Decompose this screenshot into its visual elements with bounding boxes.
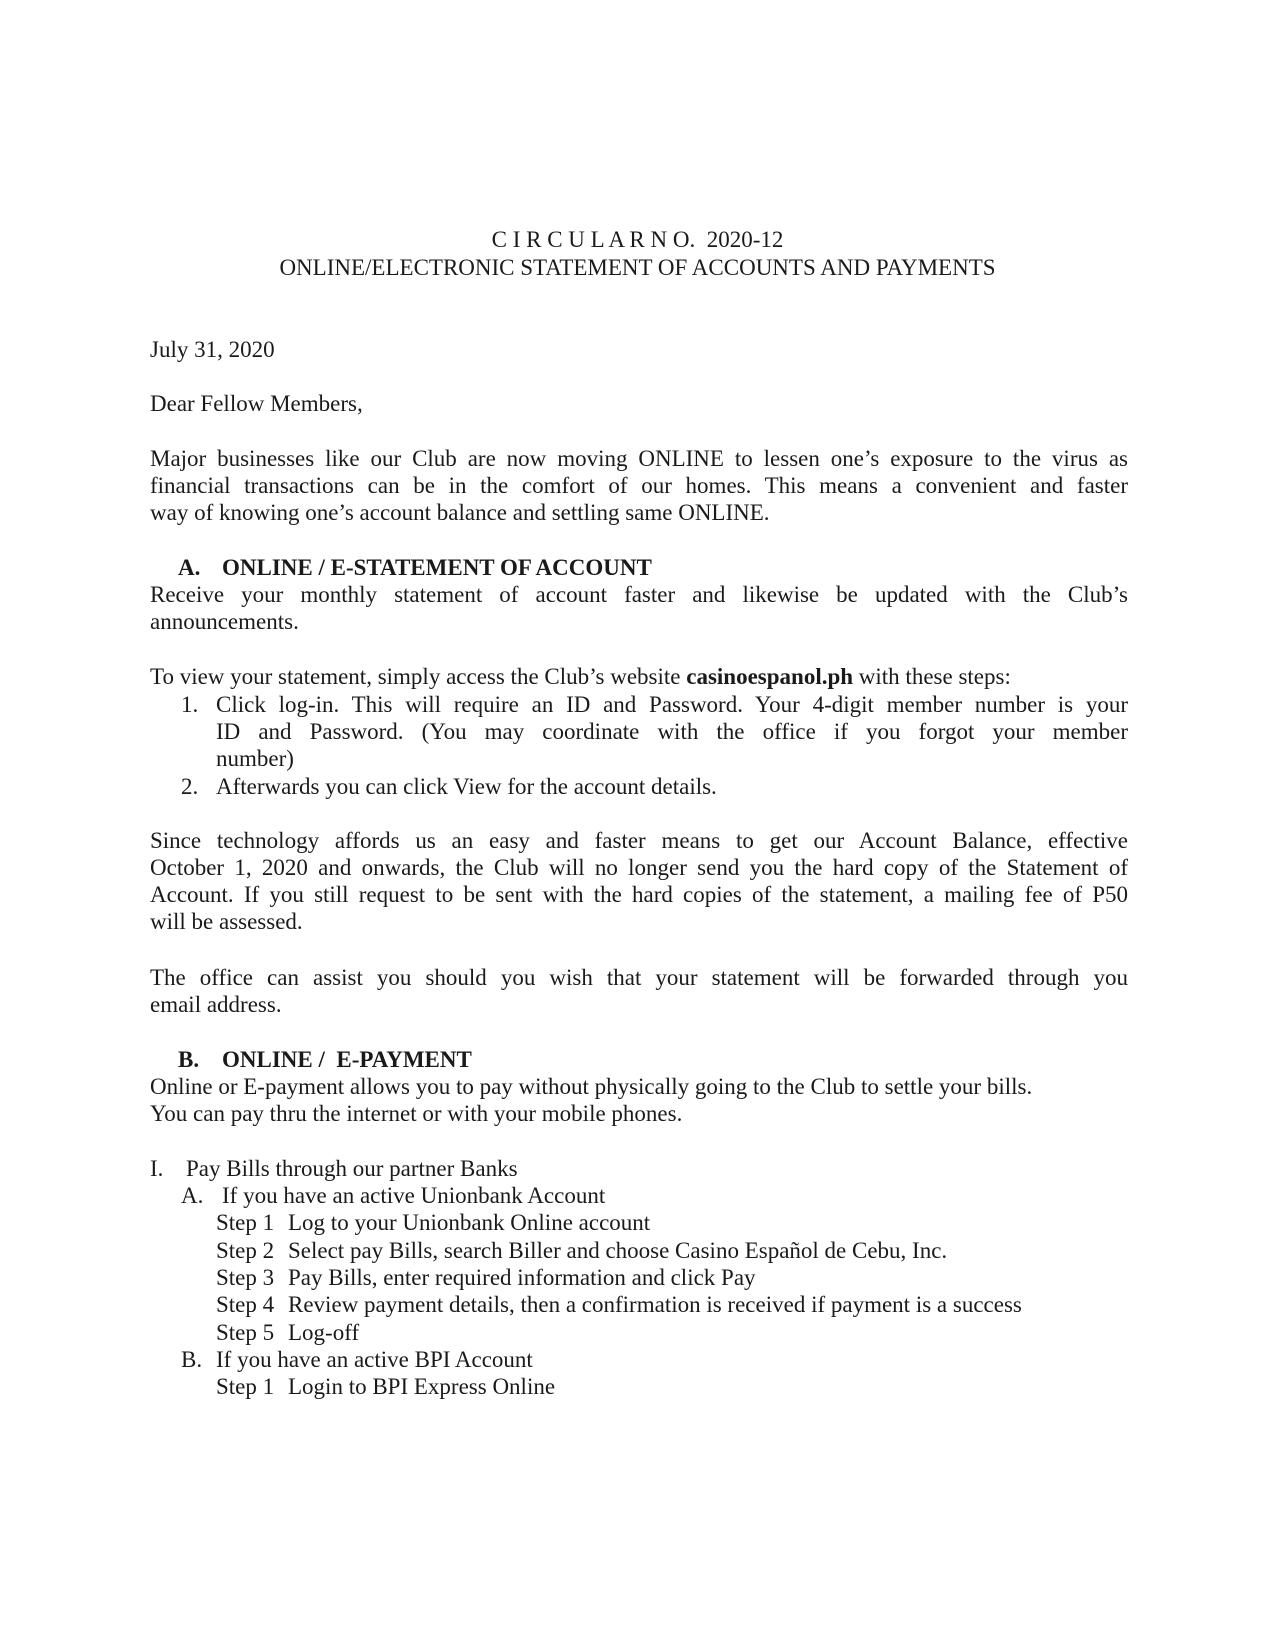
section-b-desc-line-2: You can pay thru the internet or with your mobile phones. — [150, 1101, 683, 1126]
office-line-2: email address. — [150, 992, 282, 1017]
unionbank-step-3-text: Pay Bills, enter required information and click Pay — [288, 1265, 756, 1290]
notice-line-3: Account. If you still request to be sent with the hard copies of the statement, a mailing fee of P50 — [150, 882, 1128, 907]
bank-a-text: If you have an active Unionbank Account — [222, 1183, 606, 1208]
section-b-desc-line-1: Online or E-payment allows you to pay without physically going to the Club to settle your bills. — [150, 1074, 1033, 1099]
roman-text: Pay Bills through our partner Banks — [186, 1156, 518, 1181]
step-1-line-3: number) — [216, 746, 294, 771]
view-suffix: with these steps: — [853, 664, 1011, 689]
notice-line-4: will be assessed. — [150, 909, 303, 934]
bpi-step-1-label: Step 1 — [216, 1374, 275, 1399]
view-prefix: To view your statement, simply access the Club’s website — [150, 664, 687, 689]
bpi-step-1-text: Login to BPI Express Online — [288, 1374, 556, 1399]
unionbank-step-2-label: Step 2 — [216, 1238, 275, 1263]
unionbank-step-4-text: Review payment details, then a confirmation is received if payment is a success — [288, 1292, 1022, 1317]
website-link: casinoespanol.ph — [686, 664, 854, 689]
step-2-line-1: Afterwards you can click View for the account details. — [216, 774, 717, 799]
section-a-desc-line-2: announcements. — [150, 609, 299, 634]
intro-line-2: financial transactions can be in the comfort of our homes. This means a convenient and faster — [150, 473, 1128, 498]
section-b-marker: B. — [178, 1047, 200, 1072]
office-line-1: The office can assist you should you wish that your statement will be forwarded through you — [150, 965, 1128, 990]
section-a-desc-line-1: Receive your monthly statement of account faster and likewise be updated with the Club’s — [150, 582, 1128, 607]
intro-line-1: Major businesses like our Club are now moving ONLINE to lessen one’s exposure to the virus as — [150, 446, 1128, 471]
salutation: Dear Fellow Members, — [150, 391, 363, 416]
unionbank-step-4-label: Step 4 — [216, 1292, 275, 1317]
unionbank-step-1-label: Step 1 — [216, 1210, 275, 1235]
step-number-1: 1. — [181, 692, 199, 717]
intro-line-3: way of knowing one’s account balance and settling same ONLINE. — [150, 500, 770, 525]
circular-number: C I R C U L A R N O. 2020-12 — [491, 227, 784, 252]
notice-line-2: October 1, 2020 and onwards, the Club will no longer send you the hard copy of the Statement of — [150, 855, 1128, 880]
view-statement-instruction — [150, 663, 1011, 690]
bank-a-marker: A. — [181, 1183, 204, 1208]
section-b-heading: ONLINE / E-PAYMENT — [222, 1047, 472, 1072]
notice-line-1: Since technology affords us an easy and faster means to get our Account Balance, effective — [150, 828, 1128, 853]
unionbank-step-2-text: Select pay Bills, search Biller and choose Casino Español de Cebu, Inc. — [288, 1238, 948, 1263]
bank-b-marker: B. — [181, 1347, 203, 1372]
roman-marker: I. — [150, 1156, 164, 1181]
bank-b-text: If you have an active BPI Account — [216, 1347, 533, 1372]
letter-date: July 31, 2020 — [150, 337, 275, 362]
unionbank-step-1-text: Log to your Unionbank Online account — [288, 1210, 651, 1235]
unionbank-step-5-label: Step 5 — [216, 1320, 275, 1345]
step-1-line-1: Click log-in. This will require an ID and Password. Your 4-digit member number is your — [216, 692, 1128, 717]
unionbank-step-3-label: Step 3 — [216, 1265, 275, 1290]
section-a-marker: A. — [178, 555, 201, 580]
section-a-heading: ONLINE / E-STATEMENT OF ACCOUNT — [222, 555, 652, 580]
step-number-2: 2. — [181, 774, 199, 799]
circular-subject: ONLINE/ELECTRONIC STATEMENT OF ACCOUNTS AND PAYMENTS — [279, 255, 996, 280]
unionbank-step-5-text: Log-off — [288, 1320, 360, 1345]
step-1-line-2: ID and Password. (You may coordinate with the office if you forgot your member — [216, 719, 1128, 744]
